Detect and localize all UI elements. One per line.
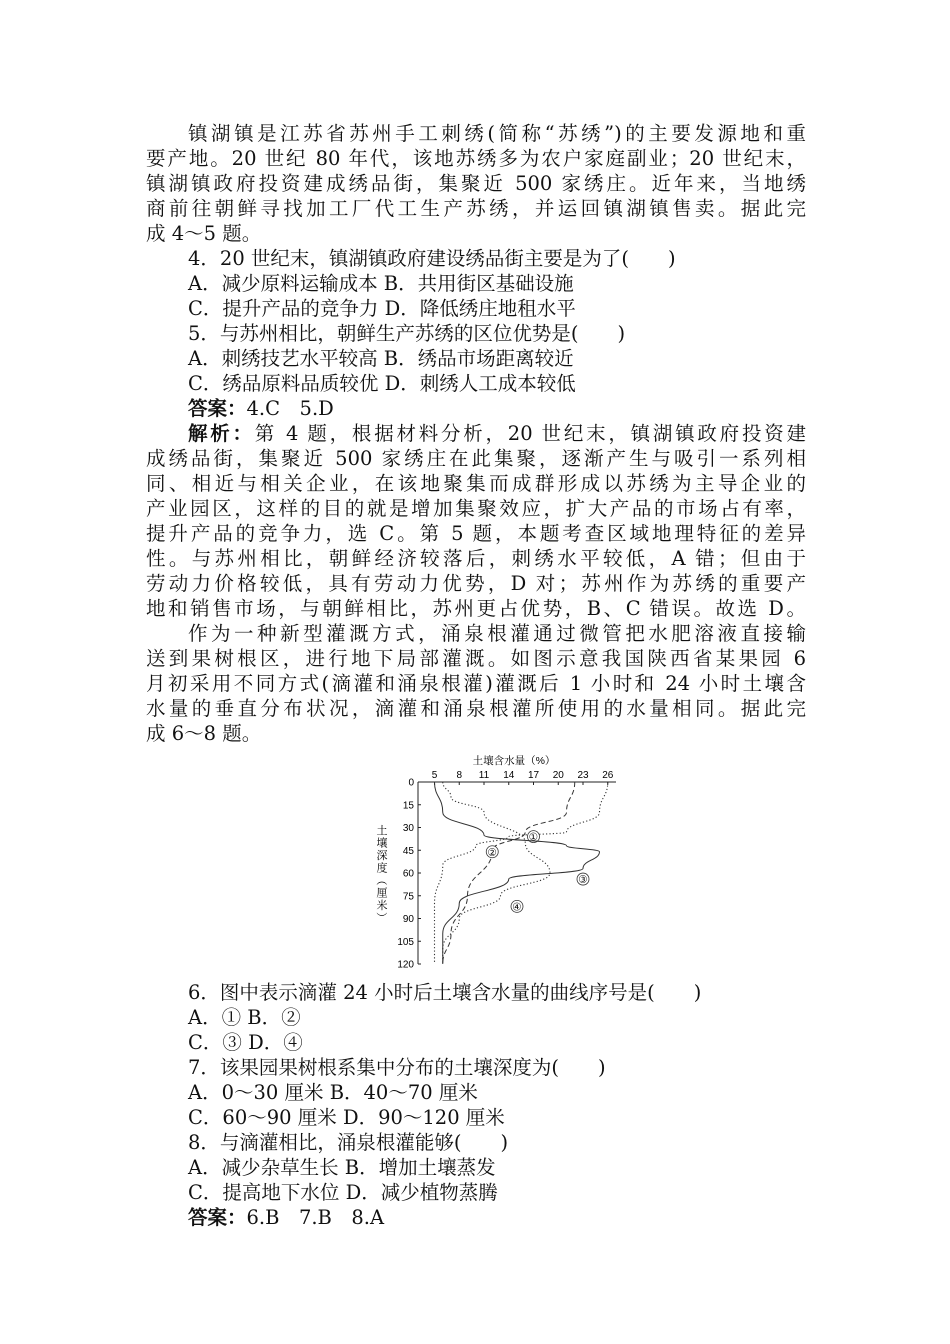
- answer-label: 答案：: [188, 1206, 247, 1229]
- y-axis-label-char: 土: [376, 824, 388, 837]
- question-8-stem: 8．与滴灌相比，涌泉根灌能够( ): [188, 1131, 509, 1154]
- question-5-options-cd: C．绣品原料品质较优 D．刺绣人工成本较低: [188, 372, 576, 395]
- chart-axes: [397, 770, 616, 971]
- passage-line: 镇湖镇是江苏省苏州手工刺绣(简称“苏绣”)的主要发源地和重: [188, 122, 806, 145]
- question-7-options-ab: A．0～30 厘米 B．40～70 厘米: [188, 1081, 478, 1104]
- passage-line: 作为一种新型灌溉方式，涌泉根灌通过微管把水肥溶液直接输: [188, 622, 806, 645]
- y-axis-label-char: 度: [376, 861, 388, 875]
- y-tick-label: 105: [397, 936, 414, 948]
- document-page: [146, 121, 806, 1230]
- series-line-4: [443, 782, 550, 964]
- y-tick-label: 45: [402, 845, 414, 857]
- y-axis-label-char: 深: [376, 849, 388, 862]
- chart-series: [435, 782, 608, 964]
- x-tick-label: 5: [431, 770, 438, 781]
- y-axis-label-char: 壤: [376, 836, 388, 850]
- analysis-label: 解析：: [188, 422, 255, 445]
- series-label-3: ③: [578, 874, 588, 887]
- analysis-line: [146, 421, 806, 446]
- passage-2: [146, 621, 806, 746]
- question-6-stem: 6．图中表示滴灌 24 小时后土壤含水量的曲线序号是( ): [188, 981, 702, 1004]
- passage-line: 成 6～8 题。: [146, 722, 262, 745]
- analysis-line: 劳动力价格较低，具有劳动力优势，D 对；苏州作为苏绣的重要产: [146, 572, 806, 595]
- question-6-options-cd: C．③ D．④: [188, 1031, 303, 1054]
- y-axis-label: [375, 823, 388, 923]
- x-tick-label: 23: [577, 770, 589, 781]
- question-4-stem: 4．20 世纪末，镇湖镇政府建设绣品街主要是为了( ): [188, 247, 676, 270]
- y-tick-label: 90: [402, 914, 414, 925]
- chart-title: 土壤含水量（%）: [472, 755, 556, 767]
- y-tick-label: 60: [402, 868, 414, 880]
- x-tick-label: 20: [552, 770, 564, 781]
- question-7-stem: 7．该果园果树根系集中分布的土壤深度为( ): [188, 1056, 606, 1079]
- passage-line: 成 4～5 题。: [146, 222, 262, 245]
- y-axis-label-char: 厘: [376, 886, 388, 900]
- x-tick-label: 26: [602, 770, 614, 781]
- answer-4-5: [146, 396, 806, 421]
- passage-line: 要产地。20 世纪 80 年代，该地苏绣多为农户家庭副业；20 世纪末，: [146, 147, 806, 170]
- y-tick-label: 30: [402, 823, 414, 834]
- soil-moisture-chart: [374, 754, 624, 976]
- y-tick-label: 0: [408, 777, 414, 789]
- analysis-line: 提升产品的竞争力，选 C。第 5 题，本题考查区域地理特征的差异: [146, 522, 806, 545]
- passage-line: 商前往朝鲜寻找加工厂代工生产苏绣，并运回镇湖镇售卖。据此完: [146, 197, 806, 220]
- y-axis-label-char: ）: [375, 912, 388, 923]
- question-4-options-cd: C．提升产品的竞争力 D．降低绣庄地租水平: [188, 297, 576, 320]
- answer-text: 4.C 5.D: [246, 397, 334, 420]
- question-5-stem: 5．与苏州相比，朝鲜生产苏绣的区位优势是( ): [188, 322, 626, 345]
- soil-moisture-figure: [146, 754, 806, 976]
- y-tick-label: 15: [402, 800, 414, 812]
- y-axis-label-char: （: [375, 874, 388, 886]
- x-tick-label: 17: [527, 770, 540, 781]
- x-tick-label: 14: [503, 770, 515, 781]
- question-4-options-ab: A．减少原料运输成本 B．共用街区基础设施: [188, 272, 574, 295]
- answer-text: 6.B 7.B 8.A: [246, 1206, 385, 1229]
- series-label-1: ①: [528, 831, 539, 844]
- question-7-options-cd: C．60～90 厘米 D．90～120 厘米: [188, 1106, 505, 1129]
- answer-label: 答案：: [188, 397, 247, 420]
- question-8-options-ab: A．减少杂草生长 B．增加土壤蒸发: [188, 1156, 496, 1179]
- passage-line: 月初采用不同方式(滴灌和涌泉根灌)灌溉后 1 小时和 24 小时土壤含: [146, 672, 806, 695]
- analysis-line: 地和销售市场，与朝鲜相比，苏州更占优势，B、C 错误。故选 D。: [146, 597, 806, 620]
- analysis-text: 第 4 题，根据材料分析，20 世纪末，镇湖镇政府投资建: [254, 422, 806, 445]
- series-label-4: ④: [512, 901, 522, 914]
- y-tick-label: 120: [397, 959, 414, 971]
- series-label-2: ②: [487, 846, 497, 859]
- passage-1: [146, 121, 806, 246]
- x-tick-label: 8: [456, 770, 463, 781]
- answer-6-8: [146, 1205, 806, 1230]
- question-8-options-cd: C．提高地下水位 D．减少植物蒸腾: [188, 1181, 498, 1204]
- series-line-3: [435, 782, 600, 964]
- question-5-options-ab: A．刺绣技艺水平较高 B．绣品市场距离较近: [188, 347, 574, 370]
- analysis: [146, 421, 806, 621]
- y-tick-label: 75: [402, 891, 414, 903]
- passage-line: 送到果树根区，进行地下局部灌溉。如图示意我国陕西省某果园 6: [146, 647, 806, 670]
- question-6-options-ab: A．① B．②: [188, 1006, 301, 1029]
- passage-line: 水量的垂直分布状况，滴灌和涌泉根灌所使用的水量相同。据此完: [146, 697, 806, 720]
- analysis-line: 成绣品街，集聚近 500 家绣庄在此集聚，逐渐产生与吸引一系列相: [146, 447, 806, 470]
- analysis-line: 同、相近与相关企业，在该地聚集而成群形成以苏绣为主导企业的: [146, 472, 806, 495]
- x-tick-label: 11: [478, 770, 490, 781]
- analysis-line: 性。与苏州相比，朝鲜经济较落后，刺绣水平较低，A 错；但由于: [146, 547, 806, 570]
- passage-line: 镇湖镇政府投资建成绣品街，集聚近 500 家绣庄。近年来，当地绣: [146, 172, 806, 195]
- analysis-line: 产业园区，这样的目的就是增加集聚效应，扩大产品的市场占有率，: [146, 497, 806, 520]
- y-axis-label-char: 米: [376, 899, 388, 912]
